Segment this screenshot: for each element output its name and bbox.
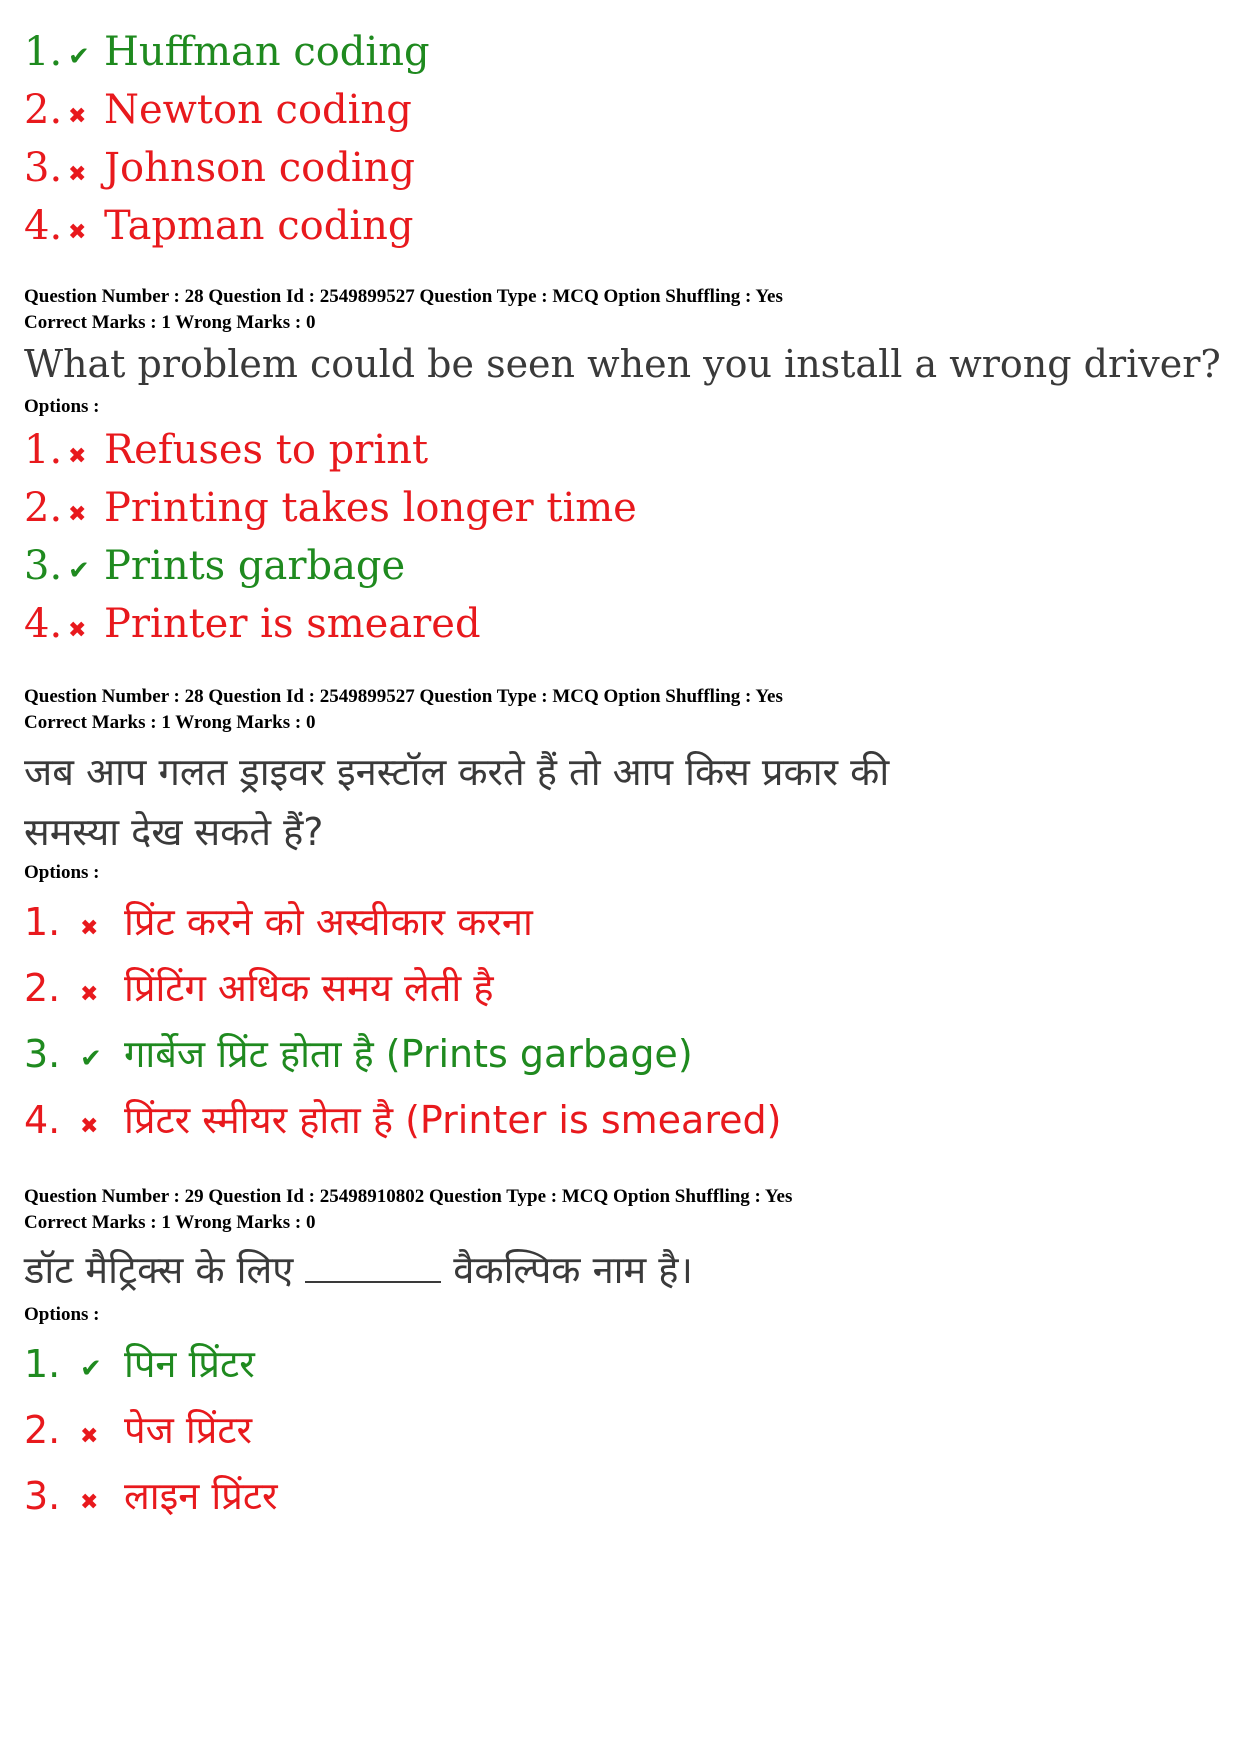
cross-icon: ✖ bbox=[68, 502, 87, 527]
option-row bbox=[24, 1340, 255, 1393]
option-number: 3. bbox=[24, 543, 63, 589]
fill-in-blank bbox=[305, 1257, 441, 1283]
option-text: Printer is smeared bbox=[104, 601, 481, 647]
option-number: 1. bbox=[24, 29, 63, 75]
option-row bbox=[24, 28, 430, 81]
option-row bbox=[24, 144, 415, 199]
cross-icon: ✖ bbox=[80, 916, 99, 941]
option-text: Refuses to print bbox=[104, 427, 429, 473]
question-meta: Question Number : 29 Question Id : 25498910802 Question Type : MCQ Option Shuffling : Yes bbox=[24, 1186, 793, 1207]
question-meta: Question Number : 28 Question Id : 2549899527 Question Type : MCQ Option Shuffling : Yes bbox=[24, 686, 783, 707]
option-row bbox=[24, 202, 414, 257]
option-number: 3. bbox=[24, 145, 63, 191]
question-text: What problem could be seen when you install a wrong driver? bbox=[24, 342, 1221, 386]
option-row bbox=[24, 542, 405, 595]
option-text: Printing takes longer time bbox=[104, 485, 637, 531]
option-row bbox=[24, 86, 412, 141]
option-number: 4. bbox=[24, 203, 63, 249]
cross-icon: ✖ bbox=[68, 220, 87, 245]
question-text-line1: जब आप गलत ड्राइवर इनस्टॉल करते हैं तो आप किस प्रकार की bbox=[24, 750, 890, 794]
cross-icon: ✖ bbox=[68, 162, 87, 187]
options-label: Options : bbox=[24, 862, 100, 883]
option-text: Tapman coding bbox=[104, 203, 414, 249]
option-text: प्रिंट करने को अस्वीकार करना bbox=[124, 900, 533, 944]
option-text: गार्बेज प्रिंट होता है (Prints garbage) bbox=[124, 1032, 693, 1076]
option-row bbox=[24, 898, 533, 953]
option-number: 4. bbox=[24, 1098, 61, 1142]
option-text: Johnson coding bbox=[104, 145, 415, 191]
option-row bbox=[24, 1406, 252, 1461]
checkmark-icon: ✔ bbox=[80, 1354, 102, 1384]
option-number: 2. bbox=[24, 1408, 61, 1452]
question-text-before-blank: डॉट मैट्रिक्स के लिए bbox=[24, 1248, 294, 1292]
option-number: 2. bbox=[24, 485, 63, 531]
option-text: पिन प्रिंटर bbox=[124, 1342, 255, 1386]
option-text: Prints garbage bbox=[104, 543, 406, 589]
option-number: 1. bbox=[24, 900, 61, 944]
option-row bbox=[24, 964, 494, 1019]
question-text-after-blank: वैकल्पिक नाम है। bbox=[453, 1248, 693, 1292]
cross-icon: ✖ bbox=[80, 1114, 99, 1139]
option-text: Newton coding bbox=[104, 87, 412, 133]
question-text bbox=[24, 1238, 693, 1302]
question-meta: Question Number : 28 Question Id : 2549899527 Question Type : MCQ Option Shuffling : Yes bbox=[24, 286, 783, 307]
marks-meta: Correct Marks : 1 Wrong Marks : 0 bbox=[24, 312, 316, 333]
options-label: Options : bbox=[24, 1304, 100, 1325]
option-text: लाइन प्रिंटर bbox=[124, 1474, 278, 1518]
cross-icon: ✖ bbox=[68, 444, 87, 469]
cross-icon: ✖ bbox=[68, 618, 87, 643]
options-label: Options : bbox=[24, 396, 100, 417]
option-row bbox=[24, 1472, 278, 1527]
option-row bbox=[24, 1030, 693, 1083]
option-text: प्रिंटर स्मीयर होता है (Printer is smeared) bbox=[124, 1098, 782, 1142]
checkmark-icon: ✔ bbox=[68, 42, 90, 72]
option-number: 3. bbox=[24, 1474, 61, 1518]
cross-icon: ✖ bbox=[68, 104, 87, 129]
option-text: Huffman coding bbox=[104, 29, 430, 75]
cross-icon: ✖ bbox=[80, 1490, 99, 1515]
cross-icon: ✖ bbox=[80, 1424, 99, 1449]
marks-meta: Correct Marks : 1 Wrong Marks : 0 bbox=[24, 712, 316, 733]
question-text-line2: समस्या देख सकते हैं? bbox=[24, 810, 324, 854]
option-number: 2. bbox=[24, 966, 61, 1010]
option-row bbox=[24, 426, 428, 481]
option-number: 1. bbox=[24, 1342, 61, 1386]
checkmark-icon: ✔ bbox=[68, 556, 90, 586]
option-row bbox=[24, 600, 481, 655]
option-number: 2. bbox=[24, 87, 63, 133]
option-number: 1. bbox=[24, 427, 63, 473]
option-number: 3. bbox=[24, 1032, 61, 1076]
option-row bbox=[24, 1096, 781, 1151]
checkmark-icon: ✔ bbox=[80, 1044, 102, 1074]
marks-meta: Correct Marks : 1 Wrong Marks : 0 bbox=[24, 1212, 316, 1233]
option-text: पेज प्रिंटर bbox=[124, 1408, 253, 1452]
option-row bbox=[24, 484, 637, 539]
cross-icon: ✖ bbox=[80, 982, 99, 1007]
option-number: 4. bbox=[24, 601, 63, 647]
option-text: प्रिंटिंग अधिक समय लेती है bbox=[124, 966, 494, 1010]
